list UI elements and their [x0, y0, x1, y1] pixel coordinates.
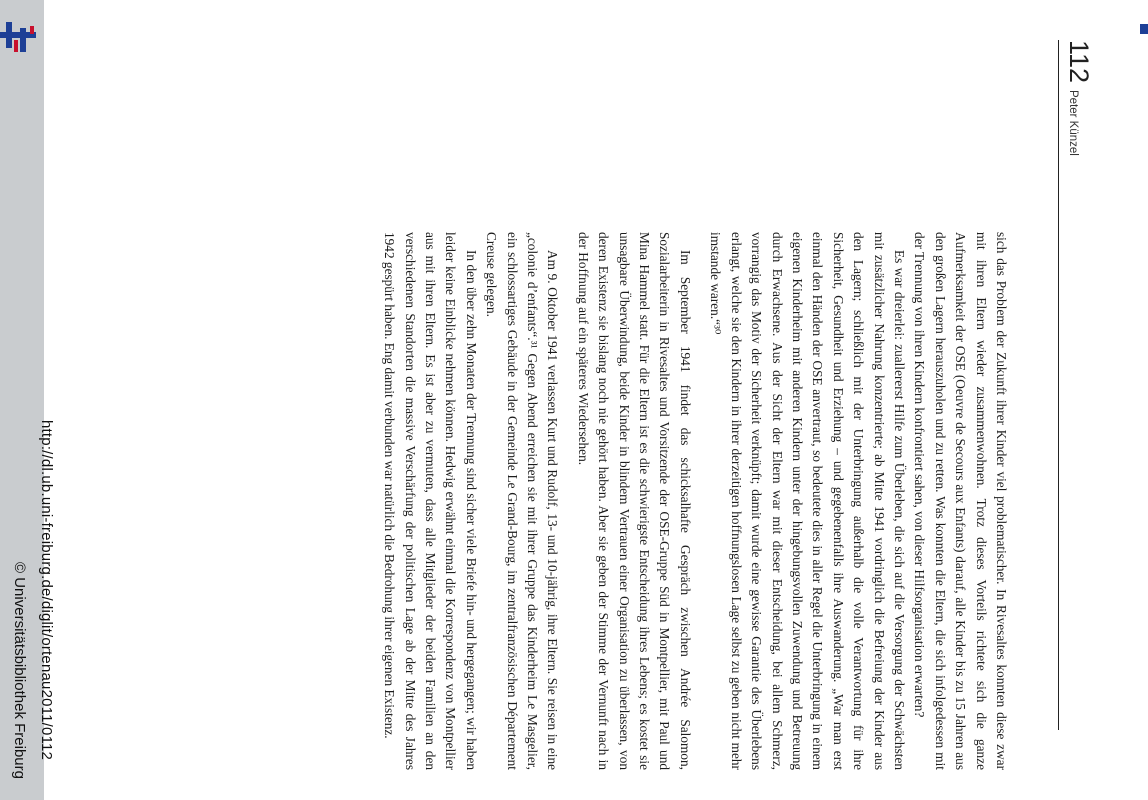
library-logo-icon: [0, 18, 38, 54]
copyright-notice: © Universitätsbibliothek Freiburg: [11, 562, 28, 779]
corner-marker-icon: [1140, 24, 1148, 34]
page-header: [1058, 40, 1095, 730]
paragraph: Im September 1941 findet das schicksalhafte Gespräch zwischen Andrée Salomon, Sozialarbeiterin in Rivesaltes und Vorsitzende der OSE-Gruppe Süd in Montpellier, mit Paul und Mina Hammel statt. Für die Eltern ist es die schwierigste Entscheidung ihres Lebens; es kostet sie unsagbare Überwindung, beide Kinder in blindem Vertrauen einer Organisation zu überlassen, von deren Existenz sie bislang noch nie gehört haben. Aber sie geben der Stimme der Vernunft nach in der Hoffnung auf ein späteres Wiedersehen.: [575, 232, 693, 770]
page-number: 112: [1064, 40, 1094, 84]
paragraph: sich das Problem der Zukunft ihrer Kinder viel problematischer. In Rivesaltes konnten diese zwar mit ihren Eltern wieder zusammenwohnen. Trotz dieses Vorteils richtete sich die ganze Aufmerksamkeit der OSE (Oeuvre de Secours aux Enfants) darauf, alle Kinder bis zu 15 Jahren aus den großen Lagern herauszuholen und zu retten. Was konnten die Eltern, die sich infolgedessen mit der Trennung von ihren Kindern konfrontiert sahen, von dieser Hilfsorganisation erwarten?: [912, 232, 1009, 770]
document-url: http://dl.ub.uni-freiburg.de/diglit/ortenau2011/0112: [38, 420, 55, 761]
right-margin-strip: [1140, 0, 1148, 800]
paragraph: Am 9. Oktober 1941 verlassen Kurt und Rudolf, 13- und 10-jährig, ihre Eltern. Sie reisen in eine „colonie d’enfants“.³¹ Gegen Abend erreichen sie mit ihrer Gruppe das Kinderheim Le Masgelier, ein schlossartiges Gebäude in der Gemeinde Le Grand-Bourg, im zentralfranzösischen Département Creuse gelegen.: [484, 232, 561, 770]
book-page: [105, 40, 1095, 770]
page-body: [379, 232, 1011, 770]
paragraph: In den über zehn Monaten der Trennung sind sicher viele Briefe hin- und hergegangen; wir haben leider keine Einblicke nehmen können. Hedwig erwähnt einmal die Korrespondenz von Montpellier aus mit ihren Eltern. Es ist aber zu vermuten, dass alle Mitglieder der beiden Familien an den verschiedenen Standorten die massive Verschärfung der politischen Lage ab der Mitte des Jahres 1942 gespürt haben. Eng damit verbunden war natürlich die Bedrohung ihrer eigenen Existenz.: [382, 232, 479, 770]
paragraph: Es war dreierlei: zuallererst Hilfe zum Überleben, die sich auf die Versorgung der Schwächsten mit zusätzlicher Nahrung konzentrierte; ab Mitte 1941 vordringlich die Befreiung der Kinder aus den Lagern; schließlich mit der Unterbringung außerhalb die volle Verantwortung für ihre Sicherheit, Gesundheit und Erziehung – und gegebenenfalls ihre Auswanderung. „War man erst einmal den Händen der OSE anvertraut, so bedeutete dies in aller Regel die Unterbringung in einem eigenen Kinderheim mit anderen Kindern unter der hingebungsvollen Zuwendung und Betreuung durch Erwachsene. Aus der Sicht der Eltern war mit dieser Entscheidung, bei allem Schmerz, vorrangig das Motiv der Sicherheit verknüpft; damit wurde eine gewisse Garantie des Überlebens erlangt, welche sie den Kindern in ihrer derzeitigen hoffnungslosen Lage selbst zu geben nicht mehr imstande waren.“³⁰: [708, 232, 907, 770]
running-head: Peter Künzel: [1067, 90, 1079, 156]
